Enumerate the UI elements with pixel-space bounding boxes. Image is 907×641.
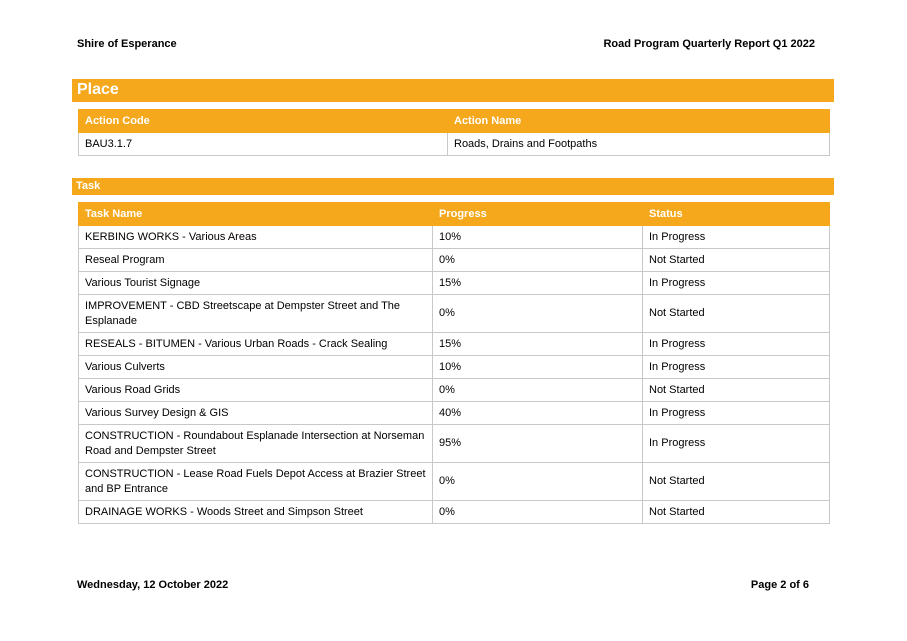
table-row: [79, 133, 830, 156]
table-row: [79, 356, 830, 379]
table-row: [79, 226, 830, 249]
place-table: [78, 109, 830, 156]
table-row: [79, 379, 830, 402]
task-status: Not Started: [643, 295, 830, 333]
task-name: CONSTRUCTION - Roundabout Esplanade Intersection at Norseman Road and Dempster Street: [79, 425, 433, 463]
task-progress: 95%: [433, 425, 643, 463]
col-action-name: Action Name: [448, 110, 830, 133]
task-name: Various Road Grids: [79, 379, 433, 402]
table-row: [79, 402, 830, 425]
task-status: In Progress: [643, 402, 830, 425]
col-progress: Progress: [433, 203, 643, 226]
task-status: Not Started: [643, 379, 830, 402]
task-status: Not Started: [643, 463, 830, 501]
table-row: [79, 295, 830, 333]
table-row: [79, 501, 830, 524]
task-status: In Progress: [643, 356, 830, 379]
col-task-name: Task Name: [79, 203, 433, 226]
task-status: Not Started: [643, 501, 830, 524]
task-name: Reseal Program: [79, 249, 433, 272]
task-progress: 15%: [433, 333, 643, 356]
task-progress: 0%: [433, 379, 643, 402]
task-name: Various Survey Design & GIS: [79, 402, 433, 425]
col-status: Status: [643, 203, 830, 226]
task-section-title: Task: [72, 178, 834, 195]
table-row: [79, 463, 830, 501]
task-status: In Progress: [643, 272, 830, 295]
task-table: [78, 202, 830, 524]
col-action-code: Action Code: [79, 110, 448, 133]
task-name: DRAINAGE WORKS - Woods Street and Simpson Street: [79, 501, 433, 524]
task-progress: 0%: [433, 295, 643, 333]
task-progress: 10%: [433, 226, 643, 249]
organisation-name: Shire of Esperance: [77, 38, 177, 50]
task-name: IMPROVEMENT - CBD Streetscape at Dempster Street and The Esplanade: [79, 295, 433, 333]
table-row: [79, 425, 830, 463]
report-date: Wednesday, 12 October 2022: [77, 579, 229, 591]
task-name: Various Tourist Signage: [79, 272, 433, 295]
task-progress: 15%: [433, 272, 643, 295]
task-status: In Progress: [643, 226, 830, 249]
task-progress: 0%: [433, 463, 643, 501]
task-name: CONSTRUCTION - Lease Road Fuels Depot Access at Brazier Street and BP Entrance: [79, 463, 433, 501]
table-row: [79, 272, 830, 295]
task-progress: 40%: [433, 402, 643, 425]
task-name: KERBING WORKS - Various Areas: [79, 226, 433, 249]
table-row: [79, 249, 830, 272]
task-name: RESEALS - BITUMEN - Various Urban Roads - Crack Sealing: [79, 333, 433, 356]
report-title: Road Program Quarterly Report Q1 2022: [603, 38, 815, 50]
place-section-title: Place: [72, 79, 834, 102]
task-progress: 0%: [433, 501, 643, 524]
page-number: Page 2 of 6: [750, 579, 809, 591]
task-status: Not Started: [643, 249, 830, 272]
task-name: Various Culverts: [79, 356, 433, 379]
action-name: Roads, Drains and Footpaths: [448, 133, 830, 156]
action-code: BAU3.1.7: [79, 133, 448, 156]
task-progress: 0%: [433, 249, 643, 272]
table-row: [79, 333, 830, 356]
task-status: In Progress: [643, 425, 830, 463]
task-progress: 10%: [433, 356, 643, 379]
task-status: In Progress: [643, 333, 830, 356]
